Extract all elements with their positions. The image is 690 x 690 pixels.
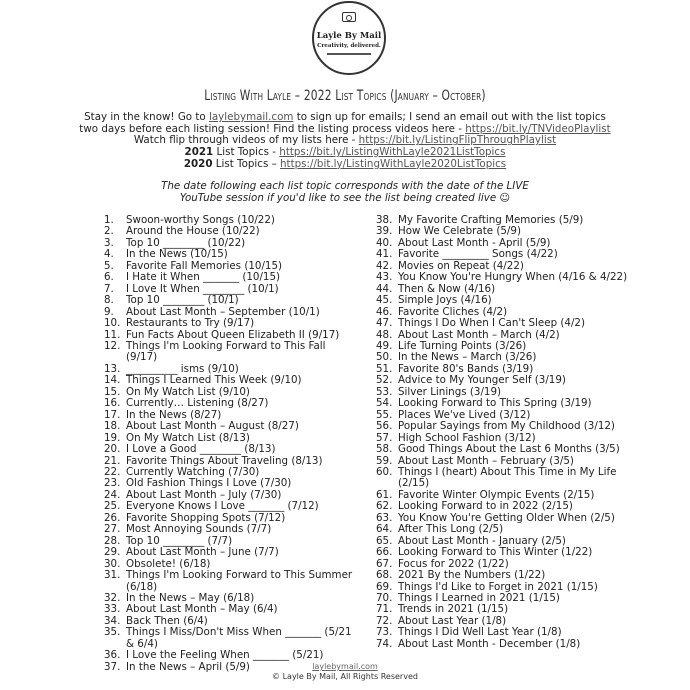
list-item-number: 59. [376, 454, 393, 467]
list-item-text: In the News – April (5/9) [126, 660, 250, 673]
list-item-number: 56. [376, 420, 393, 433]
footer [0, 662, 690, 682]
list-item-text: Things I Do When I Can't Sleep (4/2) [398, 317, 585, 330]
list-item-number: 46. [376, 305, 393, 318]
list-item-number: 48. [376, 328, 393, 341]
list-item-text: Things I (heart) About This Time in My Life (2/15) [398, 465, 617, 490]
list-item-text: Looking Forward to in 2022 (2/15) [398, 500, 573, 513]
list-item-number: 45. [376, 294, 393, 307]
list-item-number: 47. [376, 317, 393, 330]
list-item-text: 2021 By the Numbers (1/22) [398, 569, 546, 582]
list-item [376, 444, 636, 455]
list-item-text: Favorite 80's Bands (3/19) [398, 362, 534, 375]
year-label-2021: 2021 [184, 146, 214, 159]
list-item-text: Favorite Things About Traveling (8/13) [126, 454, 323, 467]
list-item-text: Currently… Listening (8/27) [126, 397, 269, 410]
list-item-number: 69. [376, 580, 393, 593]
list-item [376, 639, 636, 650]
list-item-number: 25. [104, 500, 121, 513]
list-item-number: 6. [104, 271, 114, 284]
list-item-text: High School Fashion (3/12) [398, 431, 536, 444]
intro-text: Watch flip through videos of my lists here - [133, 134, 359, 147]
list-item-number: 58. [376, 443, 393, 456]
list-item [376, 467, 636, 490]
list-item-text: I Hate it When _______ (10/15) [126, 271, 281, 284]
list-item-number: 9. [104, 305, 114, 318]
intro-text: List Topics – [212, 157, 281, 170]
intro-text: Stay in the know! Go to [84, 111, 209, 123]
list-item-number: 34. [104, 614, 121, 627]
list-item-number: 57. [376, 431, 393, 444]
list-item-number: 12. [104, 339, 121, 352]
list-item-number: 72. [376, 614, 393, 627]
list-item-text: Good Things About the Last 6 Months (3/5) [398, 443, 620, 456]
topics-2020-link[interactable]: https://bit.ly/ListingWithLayle2020ListTopics [280, 157, 507, 170]
note-line-1: The date following each list topic corresponds with the date of the LIVE [161, 180, 529, 192]
list-item-number: 62. [376, 500, 393, 513]
list-item-number: 22. [104, 465, 121, 478]
list-item-text: After This Long (2/5) [398, 523, 504, 536]
list-item-text: Currently Watching (7/30) [126, 465, 260, 478]
list-item-number: 52. [376, 374, 393, 387]
list-item-text: Restaurants to Try (9/17) [126, 317, 255, 330]
list-item [376, 295, 636, 306]
list-item-number: 24. [104, 488, 121, 501]
list-item-number: 68. [376, 569, 393, 582]
process-videos-link[interactable]: https://bit.ly/TNVideoPlaylist [465, 122, 611, 135]
list-item-number: 36. [104, 649, 121, 662]
list-item-number: 14. [104, 374, 121, 387]
year-label-2020: 2020 [183, 157, 213, 170]
list-item-text: Back Then (6/4) [126, 614, 208, 627]
list-item-text: Looking Forward to This Winter (1/22) [398, 546, 593, 559]
logo-tagline: Creativity, delivered. [317, 43, 381, 49]
list-item [104, 547, 354, 558]
list-item-text: Movies on Repeat (4/22) [398, 259, 524, 272]
list-item-text: Silver Linings (3/19) [398, 385, 502, 398]
list-item-number: 63. [376, 511, 393, 524]
footer-website-link[interactable]: laylebymail.com [312, 662, 378, 671]
list-item-number: 21. [104, 454, 121, 467]
list-item [104, 421, 354, 432]
list-item-number: 54. [376, 397, 393, 410]
list-item-number: 15. [104, 385, 121, 398]
list-item-text: How We Celebrate (5/9) [398, 225, 521, 238]
list-item-number: 67. [376, 557, 393, 570]
list-item-number: 10. [104, 317, 121, 330]
list-item-text: I Love a Good ________ (8/13) [126, 443, 276, 456]
list-item-text: Favorite _________ Songs (4/22) [398, 248, 558, 261]
list-item-text: About Last Month - April (5/9) [398, 236, 551, 249]
list-item-text: Things I'd Like to Forget in 2021 (1/15) [398, 580, 598, 593]
list-item-number: 5. [104, 259, 114, 272]
list-item-text: Popular Sayings from My Childhood (3/12) [398, 420, 615, 433]
logo-badge [312, 1, 386, 75]
list-item [376, 318, 636, 329]
list-item-text: Top 10 ________ (10/1) [126, 294, 239, 307]
list-item-number: 7. [104, 282, 114, 295]
list-item-number: 60. [376, 465, 393, 478]
logo-divider [327, 53, 371, 55]
list-item-text: Simple Joys (4/16) [398, 294, 492, 307]
list-item-text: Trends in 2021 (1/15) [398, 603, 509, 616]
list-item [104, 318, 354, 329]
list-item-text: Things I Did Well Last Year (1/8) [398, 626, 562, 639]
list-item-text: Favorite Cliches (4/2) [398, 305, 508, 318]
list-item-text: Old Fashion Things I Love (7/30) [126, 477, 292, 490]
list-item [376, 398, 636, 409]
list-item [104, 524, 354, 535]
list-item-text: Favorite Fall Memories (10/15) [126, 259, 283, 272]
list-item-text: About Last Month – May (6/4) [126, 603, 278, 616]
list-item-text: Focus for 2022 (1/22) [398, 557, 509, 570]
camera-icon [342, 12, 356, 22]
list-item-number: 43. [376, 271, 393, 284]
list-item-number: 16. [104, 397, 121, 410]
list-item [104, 272, 354, 283]
list-item-text: I Love It When ________ (10/1) [126, 282, 279, 295]
page-title: Listing With Layle – 2022 List Topics (January – October) [204, 87, 486, 104]
list-item [104, 341, 354, 364]
list-item-text: About Last Month – August (8/27) [126, 420, 299, 433]
list-item-text: You Know You're Getting Older When (2/5) [398, 511, 615, 524]
list-item [376, 570, 636, 581]
list-item-number: 66. [376, 546, 393, 559]
list-item-number: 18. [104, 420, 121, 433]
list-item-number: 32. [104, 591, 121, 604]
list-item [104, 295, 354, 306]
intro-block [0, 112, 690, 171]
list-item-text: Things I'm Looking Forward to This Fall (9/17) [126, 339, 326, 364]
list-item-text: About Last Month – June (7/7) [126, 546, 279, 559]
list-item [376, 421, 636, 432]
list-item-number: 35. [104, 626, 121, 639]
list-item-number: 64. [376, 523, 393, 536]
list-item-text: On My Watch List (8/13) [126, 431, 250, 444]
list-item-number: 13. [104, 362, 121, 375]
list-item-number: 28. [104, 534, 121, 547]
list-item-text: About Last Month – July (7/30) [126, 488, 282, 501]
list-item-number: 40. [376, 236, 393, 249]
list-item-text: Fun Facts About Queen Elizabeth II (9/17) [126, 328, 340, 341]
list-item-number: 39. [376, 225, 393, 238]
list-item-number: 74. [376, 637, 393, 650]
list-item-number: 31. [104, 569, 121, 582]
date-note [0, 180, 690, 204]
list-item-number: 71. [376, 603, 393, 616]
list-item-text: Things I Learned This Week (9/10) [126, 374, 302, 387]
list-item-text: On My Watch List (9/10) [126, 385, 250, 398]
list-item-text: Top 10 ________ (10/22) [126, 236, 246, 249]
list-item-text: Things I Learned in 2021 (1/15) [398, 591, 560, 604]
intro-text: List Topics - [213, 146, 280, 159]
list-item-text: Top 10 ________ (7/7) [126, 534, 233, 547]
list-item [104, 650, 354, 661]
list-item-number: 51. [376, 362, 393, 375]
list-item [104, 398, 354, 409]
list-item-number: 26. [104, 511, 121, 524]
list-item-text: Looking Forward to This Spring (3/19) [398, 397, 592, 410]
list-item-number: 3. [104, 236, 114, 249]
list-item-text: Most Annoying Sounds (7/7) [126, 523, 272, 536]
list-item-number: 65. [376, 534, 393, 547]
list-item-number: 73. [376, 626, 393, 639]
list-item-number: 61. [376, 488, 393, 501]
list-item-text: Things I'm Looking Forward to This Summer (6/18) [126, 569, 353, 593]
list-item-number: 11. [104, 328, 121, 341]
list-item-text: You Know You're Hungry When (4/16 & 4/22) [398, 271, 628, 284]
logo-name: Layle By Mail [316, 31, 382, 41]
topic-list-right [376, 215, 636, 650]
list-item-text: Life Turning Points (3/26) [398, 339, 527, 352]
note-line-2: YouTube session if you'd like to see the list being created live ☺ [179, 192, 511, 204]
list-item-text: In the News – May (6/18) [126, 591, 255, 604]
list-item-text: Things I Miss/Don't Miss When _______ (5/21 & 6/4) [126, 626, 352, 650]
list-item [104, 570, 354, 593]
list-item-text: Advice to My Younger Self (3/19) [398, 374, 566, 387]
list-item-number: 38. [376, 214, 393, 226]
list-item-text: About Last Month – March (4/2) [398, 328, 560, 341]
list-item-number: 20. [104, 443, 121, 456]
list-item-text: Everyone Knows I Love _______ (7/12) [126, 500, 319, 513]
list-item [376, 547, 636, 558]
list-item-text: Swoon-worthy Songs (10/22) [126, 214, 275, 226]
list-item-number: 37. [104, 660, 121, 673]
list-item-number: 42. [376, 259, 393, 272]
list-item-number: 4. [104, 248, 114, 261]
list-item-text: My Favorite Crafting Memories (5/9) [398, 214, 584, 226]
list-item-number: 19. [104, 431, 121, 444]
flip-through-link[interactable]: https://bit.ly/ListingFlipThroughPlaylist [358, 134, 557, 147]
list-item-number: 33. [104, 603, 121, 616]
list-item-text: About Last Year (1/8) [398, 614, 507, 627]
list-item-number: 70. [376, 591, 393, 604]
list-item-text: I Love the Feeling When _______ (5/21) [126, 649, 324, 662]
list-item-number: 41. [376, 248, 393, 261]
list-item-number: 2. [104, 225, 114, 238]
list-item-number: 17. [104, 408, 121, 421]
list-item-number: 53. [376, 385, 393, 398]
list-item-number: 1. [104, 214, 114, 226]
copyright: © Layle By Mail, All Rights Reserved [272, 672, 418, 681]
list-item [104, 444, 354, 455]
intro-text: two days before each listing session! Find the listing process videos here - [79, 122, 466, 135]
list-item-text: Around the House (10/22) [126, 225, 260, 238]
topics-2021-link[interactable]: https://bit.ly/ListingWithLayle2021ListTopics [279, 146, 506, 159]
list-item-text: Obsolete! (6/18) [126, 557, 211, 570]
list-item-text: About Last Month - January (2/5) [398, 534, 566, 547]
list-item-text: Places We've Lived (3/12) [398, 408, 531, 421]
list-item-number: 55. [376, 408, 393, 421]
intro-text: to sign up for emails; I send an email out with the list topics [293, 111, 606, 123]
intro-line-5 [0, 159, 690, 171]
website-link[interactable]: laylebymail.com [209, 111, 294, 123]
list-item-number: 30. [104, 557, 121, 570]
list-item-number: 50. [376, 351, 393, 364]
list-item-text: About Last Month – February (3/5) [398, 454, 574, 467]
topic-list-left [104, 215, 354, 673]
list-item-text: Then & Now (4/16) [398, 282, 496, 295]
list-item [376, 272, 636, 283]
list-item-number: 49. [376, 339, 393, 352]
list-item-number: 44. [376, 282, 393, 295]
list-item-text: In the News (10/15) [126, 248, 228, 261]
list-item-text: About Last Month - December (1/8) [398, 637, 581, 650]
list-item-number: 29. [104, 546, 121, 559]
list-item [376, 524, 636, 535]
list-item-text: About Last Month – September (10/1) [126, 305, 320, 318]
list-item-number: 23. [104, 477, 121, 490]
list-item-number: 8. [104, 294, 114, 307]
list-item-text: In the News – March (3/26) [398, 351, 537, 364]
list-item-text: In the News (8/27) [126, 408, 222, 421]
list-item-number: 27. [104, 523, 121, 536]
list-item-text: Favorite Winter Olympic Events (2/15) [398, 488, 595, 501]
list-item-text: __________ isms (9/10) [126, 362, 239, 375]
list-item [104, 627, 354, 650]
list-item-text: Favorite Shopping Spots (7/12) [126, 511, 286, 524]
